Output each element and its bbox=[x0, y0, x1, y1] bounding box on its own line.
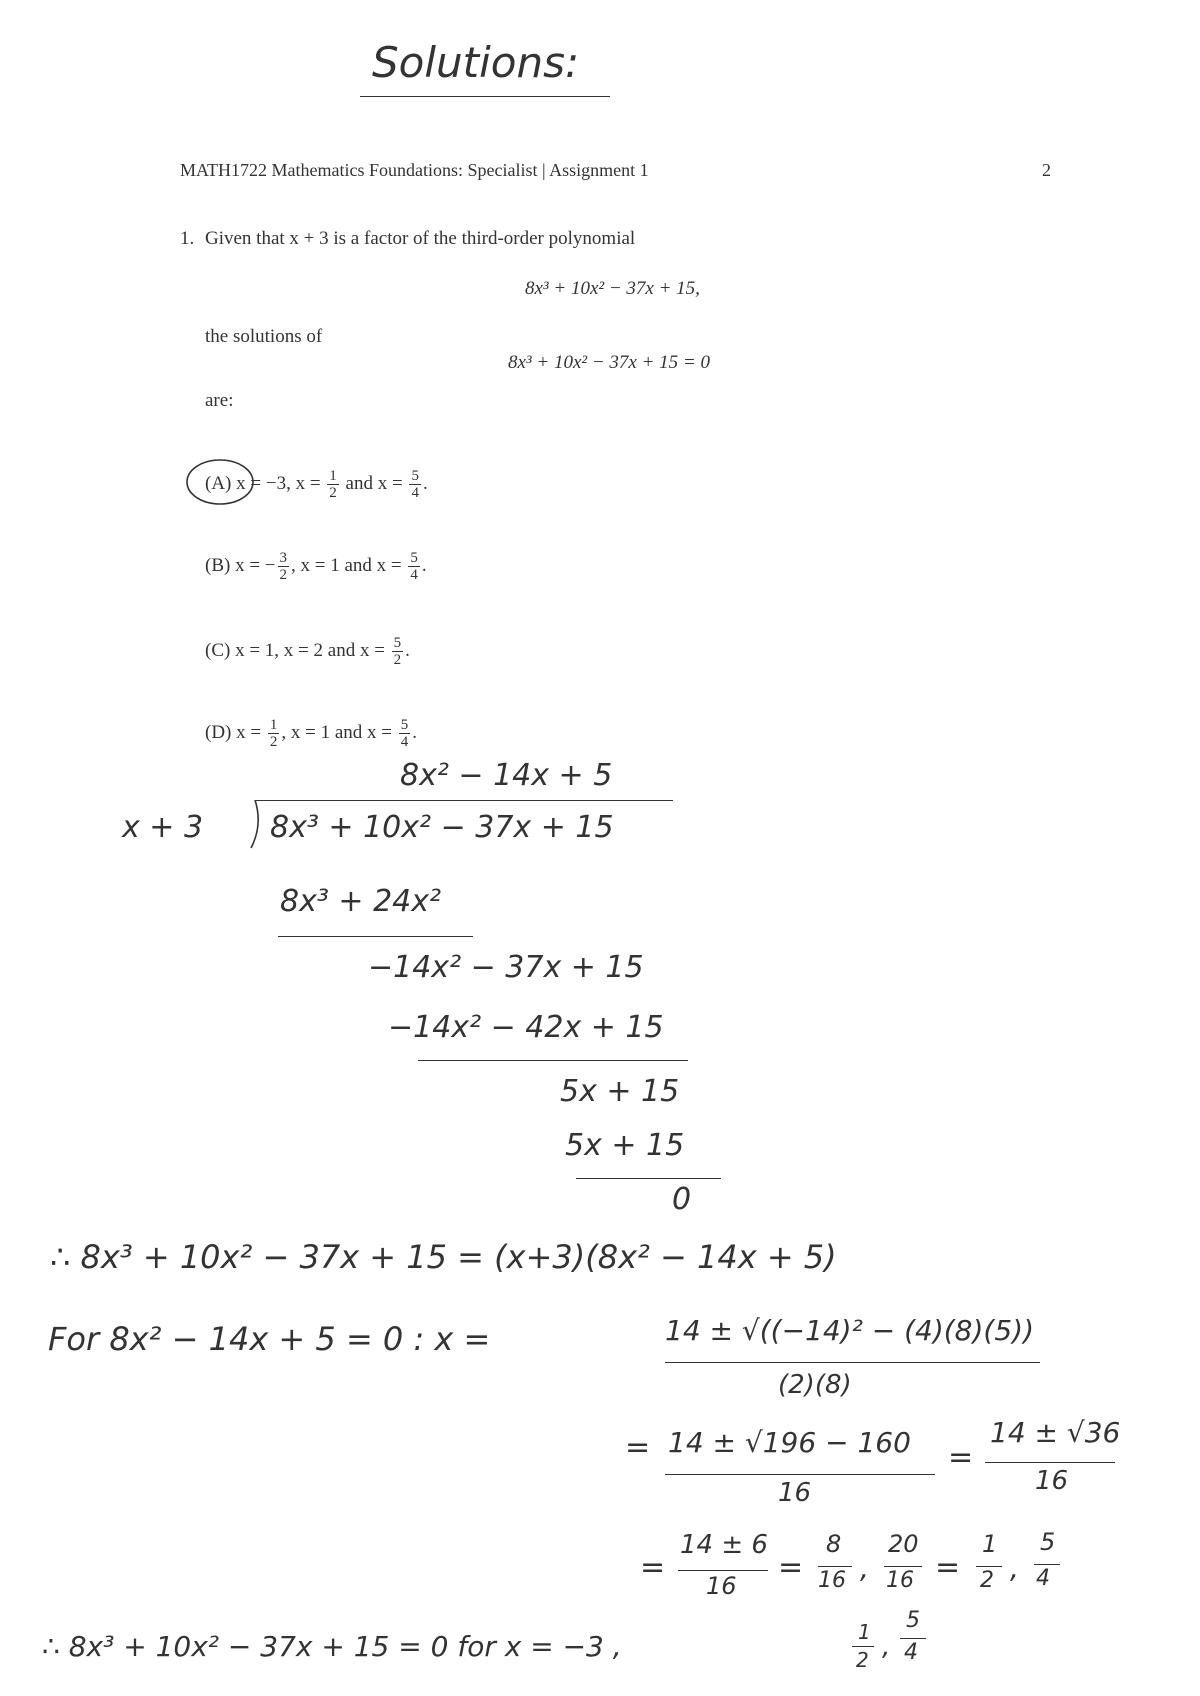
step4-fraction-bar bbox=[678, 1570, 768, 1571]
conclusion-comma: , bbox=[882, 1632, 891, 1662]
fraction: $\frac{1}{2}$ bbox=[329, 468, 337, 501]
fraction: $\frac{5}{4}$ bbox=[411, 468, 419, 501]
step4-d-denominator: 4 bbox=[1036, 1566, 1050, 1591]
step4-numerator: 14 ± 6 bbox=[680, 1530, 768, 1560]
step3-denominator: 16 bbox=[1035, 1466, 1069, 1496]
step3-fraction-bar bbox=[985, 1462, 1115, 1463]
option-label: (B) bbox=[205, 554, 231, 576]
conclusion-f1-denominator: 2 bbox=[856, 1648, 869, 1672]
division-remainder-1: −14x² − 37x + 15 bbox=[368, 950, 644, 985]
conclusion-f2-bar bbox=[900, 1638, 926, 1639]
step4-d-bar bbox=[1034, 1564, 1060, 1565]
step2-numerator: 14 ± √196 − 160 bbox=[668, 1426, 911, 1459]
step4-b-denominator: 16 bbox=[886, 1568, 914, 1593]
step2-denominator: 16 bbox=[778, 1478, 812, 1508]
are-text: are: bbox=[205, 390, 234, 411]
conclusion: ∴ 8x³ + 10x² − 37x + 15 = 0 for x = −3 , bbox=[42, 1630, 622, 1663]
division-remainder-3: 0 bbox=[672, 1182, 692, 1217]
step4-c-bar bbox=[976, 1566, 1002, 1567]
option-label: (C) bbox=[205, 639, 231, 661]
step4-c-denominator: 2 bbox=[980, 1568, 994, 1593]
polynomial: 8x³ + 10x² − 37x + 15, bbox=[525, 278, 700, 299]
division-subtract-2: −14x² − 42x + 15 bbox=[388, 1010, 664, 1045]
conclusion-f2-numerator: 5 bbox=[906, 1608, 920, 1633]
division-line-2 bbox=[418, 1060, 688, 1061]
for-line: For 8x² − 14x + 5 = 0 : x = bbox=[48, 1320, 491, 1358]
factored-form: ∴ 8x³ + 10x² − 37x + 15 = (x+3)(8x² − 14x + 5) bbox=[50, 1238, 837, 1276]
option-text: x = − bbox=[235, 554, 276, 576]
step3-numerator: 14 ± √36 bbox=[990, 1416, 1121, 1449]
solutions-text: the solutions of bbox=[205, 326, 323, 347]
step4-comma-2: , bbox=[1010, 1552, 1019, 1585]
question-number: 1. bbox=[180, 228, 195, 249]
page-number: 2 bbox=[1042, 160, 1051, 180]
option-text: and x = bbox=[345, 472, 403, 494]
step4-d-numerator: 5 bbox=[1040, 1528, 1056, 1556]
quadratic-numerator: 14 ± √((−14)² − (4)(8)(5)) bbox=[665, 1314, 1034, 1347]
option-text: , x = 1 and x = bbox=[291, 554, 402, 576]
course-header: MATH1722 Mathematics Foundations: Specialist | Assignment 1 bbox=[180, 160, 649, 180]
equation: 8x³ + 10x² − 37x + 15 = 0 bbox=[508, 352, 710, 373]
option-b: (B) x = − $\frac{3}{2}$ , x = 1 and x = $\frac{5}{4}$ . bbox=[205, 550, 427, 583]
division-line-1 bbox=[278, 936, 473, 937]
option-label: (A) bbox=[205, 472, 232, 494]
step4-equals-2: = bbox=[778, 1550, 804, 1585]
step4-a-bar bbox=[818, 1566, 852, 1567]
conclusion-f2-denominator: 4 bbox=[904, 1640, 918, 1665]
fraction: $\frac{5}{2}$ bbox=[393, 635, 402, 668]
division-dividend: 8x³ + 10x² − 37x + 15 bbox=[270, 810, 614, 845]
fraction: $\frac{1}{2}$ bbox=[269, 717, 278, 750]
quadratic-fraction-bar bbox=[665, 1362, 1040, 1363]
division-subtract-1: 8x³ + 24x² bbox=[280, 884, 442, 919]
option-label: (D) bbox=[205, 721, 232, 743]
step4-equals-3: = bbox=[935, 1550, 961, 1585]
division-line-3 bbox=[576, 1178, 721, 1179]
fraction: $\frac{3}{2}$ bbox=[279, 550, 288, 583]
question-intro: Given that x + 3 is a factor of the third-order polynomial bbox=[205, 228, 636, 249]
page-title: Solutions: bbox=[372, 38, 580, 87]
division-bar bbox=[255, 800, 673, 801]
answer-circle-icon bbox=[184, 456, 256, 508]
fraction: $\frac{5}{4}$ bbox=[410, 550, 418, 583]
option-c: (C) x = 1, x = 2 and x = $\frac{5}{2}$ . bbox=[205, 635, 410, 668]
step4-b-bar bbox=[884, 1566, 922, 1567]
option-text: x = bbox=[236, 721, 262, 743]
option-a: (A) x = −3, x = $\frac{1}{2}$ and x = $\frac{5}{4}$ . bbox=[205, 468, 428, 501]
step4-b-numerator: 20 bbox=[888, 1530, 919, 1558]
division-divisor: x + 3 bbox=[122, 810, 204, 845]
step4-equals: = bbox=[640, 1550, 666, 1585]
step2-equals-2: = bbox=[948, 1440, 974, 1475]
step4-c-numerator: 1 bbox=[982, 1530, 998, 1558]
step4-a-denominator: 16 bbox=[818, 1568, 846, 1593]
option-text: x = 1, x = 2 and x = bbox=[235, 639, 385, 661]
option-text: , x = 1 and x = bbox=[281, 721, 392, 743]
step2-equals: = bbox=[625, 1430, 651, 1465]
division-quotient: 8x² − 14x + 5 bbox=[400, 758, 613, 793]
step4-a-numerator: 8 bbox=[826, 1530, 842, 1558]
division-bracket-icon bbox=[245, 800, 265, 850]
division-subtract-3: 5x + 15 bbox=[565, 1128, 685, 1163]
title-underline bbox=[360, 96, 610, 97]
option-text: x = −3, x = bbox=[236, 472, 321, 494]
step2-fraction-bar bbox=[665, 1474, 935, 1475]
conclusion-f1-numerator: 1 bbox=[858, 1620, 871, 1644]
fraction: $\frac{5}{4}$ bbox=[400, 717, 409, 750]
step4-denominator: 16 bbox=[706, 1572, 737, 1600]
division-remainder-2: 5x + 15 bbox=[560, 1074, 680, 1109]
conclusion-f1-bar bbox=[852, 1646, 874, 1647]
step4-comma: , bbox=[860, 1552, 869, 1585]
quadratic-denominator: (2)(8) bbox=[778, 1370, 852, 1400]
option-d: (D) x = $\frac{1}{2}$ , x = 1 and x = $\frac{5}{4}$ . bbox=[205, 717, 417, 750]
